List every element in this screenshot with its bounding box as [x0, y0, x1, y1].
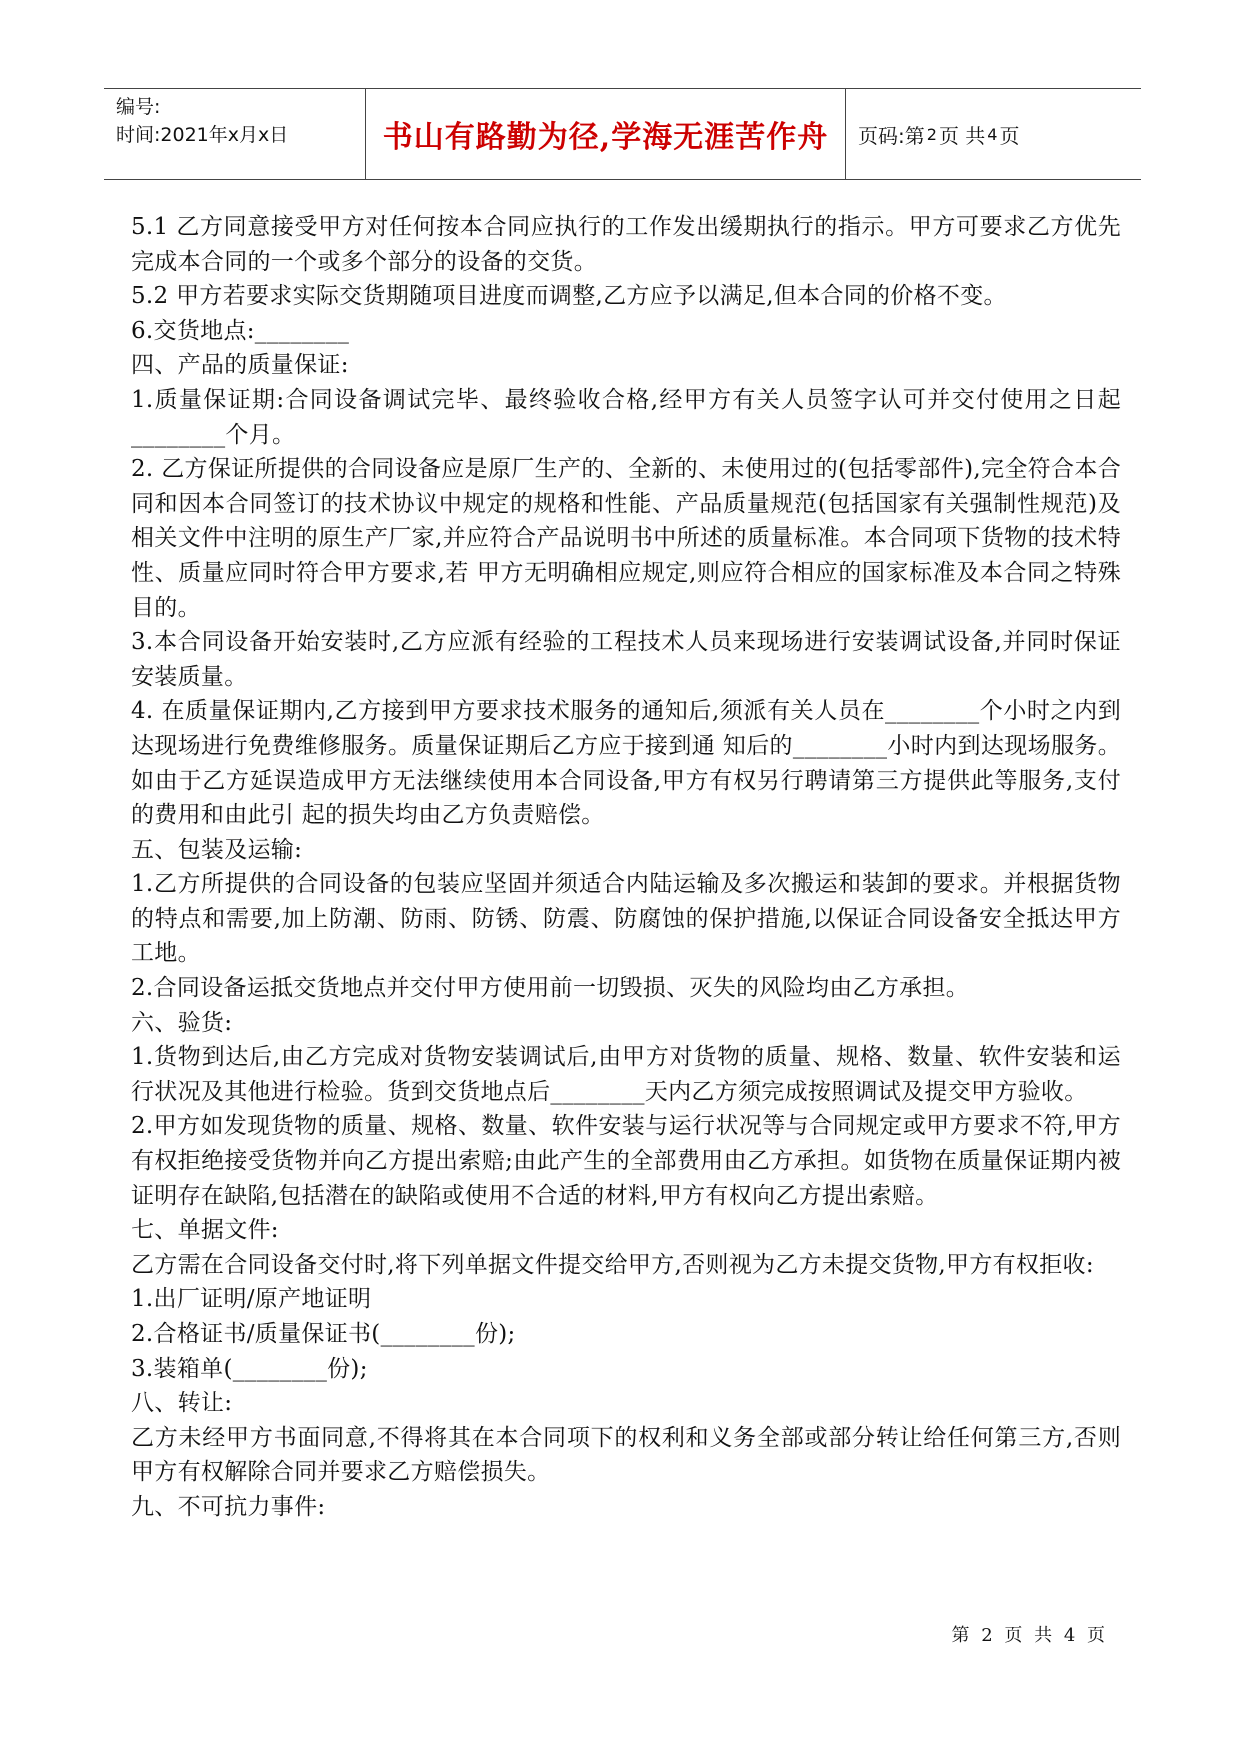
paragraph: 3.本合同设备开始安装时,乙方应派有经验的工程技术人员来现场进行安装调试设备,并同时保证安装质量。 — [131, 629, 1121, 690]
header-page-info — [846, 89, 1141, 179]
paragraph: 六、验货: — [131, 1009, 233, 1036]
page-suffix: 页 — [999, 123, 1020, 148]
paragraph: 5.2 甲方若要求实际交货期随项目进度而调整,乙方应予以满足,但本合同的价格不变。 — [131, 283, 1007, 310]
paragraph: 九、不可抗力事件: — [131, 1493, 326, 1520]
page-total: 4 — [987, 124, 998, 144]
page-header — [104, 88, 1141, 180]
header-motto: 书山有路勤为径,学海无涯苦作舟 — [382, 120, 829, 155]
paragraph: 1.出厂证明/原产地证明 — [131, 1286, 372, 1313]
page-footer: 第 2 页 共 4 页 — [951, 1625, 1108, 1646]
paragraph: 四、产品的质量保证: — [131, 352, 349, 379]
paragraph: 七、单据文件: — [131, 1217, 279, 1244]
paragraph: 5.1 乙方同意接受甲方对任何按本合同应执行的工作发出缓期执行的指示。甲方可要求乙方优先完成本合同的一个或多个部分的设备的交货。 — [131, 214, 1121, 275]
paragraph: 4. 在质量保证期内,乙方接到甲方要求技术服务的通知后,须派有关人员在________个小时之内到达现场进行免费维修服务。质量保证期后乙方应于接到通 知后的________小时内到达现场服务。如由于乙方延误造成甲方无法继续使用本合同设备,甲方有权另行聘请第三方提供此等服务,支付的费用和由此引 起的损失均由乙方负责赔偿。 — [131, 698, 1121, 829]
paragraph: 2. 乙方保证所提供的合同设备应是原厂生产的、全新的、未使用过的(包括零部件),完全符合本合同和因本合同签订的技术协议中规定的规格和性能、产品质量规范(包括国家有关强制性规范)及相关文件中注明的原生产厂家,并应符合产品说明书中所述的质量标准。本合同项下货物的技术特性、质量应同时符合甲方要求,若 甲方无明确相应规定,则应符合相应的国家标准及本合同之特殊目的。 — [131, 456, 1121, 621]
paragraph: 2.甲方如发现货物的质量、规格、数量、软件安装与运行状况等与合同规定或甲方要求不符,甲方有权拒绝接受货物并向乙方提出索赔;由此产生的全部费用由乙方承担。如货物在质量保证期内被证明存在缺陷,包括潜在的缺陷或使用不合适的材料,甲方有权向乙方提出索赔。 — [131, 1113, 1121, 1209]
paragraph: 五、包装及运输: — [131, 836, 303, 863]
document-time: 时间:2021年x月x日 — [116, 124, 289, 146]
paragraph: 6.交货地点:________ — [131, 317, 350, 344]
paragraph: 乙方未经甲方书面同意,不得将其在本合同项下的权利和义务全部或部分转让给任何第三方,否则甲方有权解除合同并要求乙方赔偿损失。 — [131, 1424, 1121, 1486]
paragraph: 2.合格证书/质量保证书(________份); — [131, 1321, 516, 1347]
header-meta — [104, 89, 366, 179]
page-middle: 页 共 — [938, 123, 986, 148]
paragraph: 1.质量保证期:合同设备调试完毕、最终验收合格,经甲方有关人员签字认可并交付使用之日起________个月。 — [131, 386, 1121, 448]
document-body — [131, 210, 1121, 1525]
paragraph: 1.乙方所提供的合同设备的包装应坚固并须适合内陆运输及多次搬运和装卸的要求。并根据货物的特点和需要,加上防潮、防雨、防锈、防震、防腐蚀的保护措施,以保证合同设备安全抵达甲方工地。 — [131, 871, 1121, 967]
paragraph: 1.货物到达后,由乙方完成对货物安装调试后,由甲方对货物的质量、规格、数量、软件安装和运行状况及其他进行检验。货到交货地点后________天内乙方须完成按照调试及提交甲方验收。 — [131, 1044, 1121, 1105]
page-prefix: 页码:第 — [858, 123, 925, 148]
paragraph: 2.合同设备运抵交货地点并交付甲方使用前一切毁损、灭失的风险均由乙方承担。 — [131, 975, 970, 1002]
paragraph: 乙方需在合同设备交付时,将下列单据文件提交给甲方,否则视为乙方未提交货物,甲方有权拒收: — [131, 1251, 1094, 1278]
paragraph: 八、转让: — [131, 1390, 233, 1417]
header-motto-cell — [366, 89, 846, 179]
document-number-label: 编号: — [116, 96, 161, 118]
paragraph: 3.装箱单(________份); — [131, 1355, 368, 1382]
page-current: 2 — [926, 124, 937, 144]
